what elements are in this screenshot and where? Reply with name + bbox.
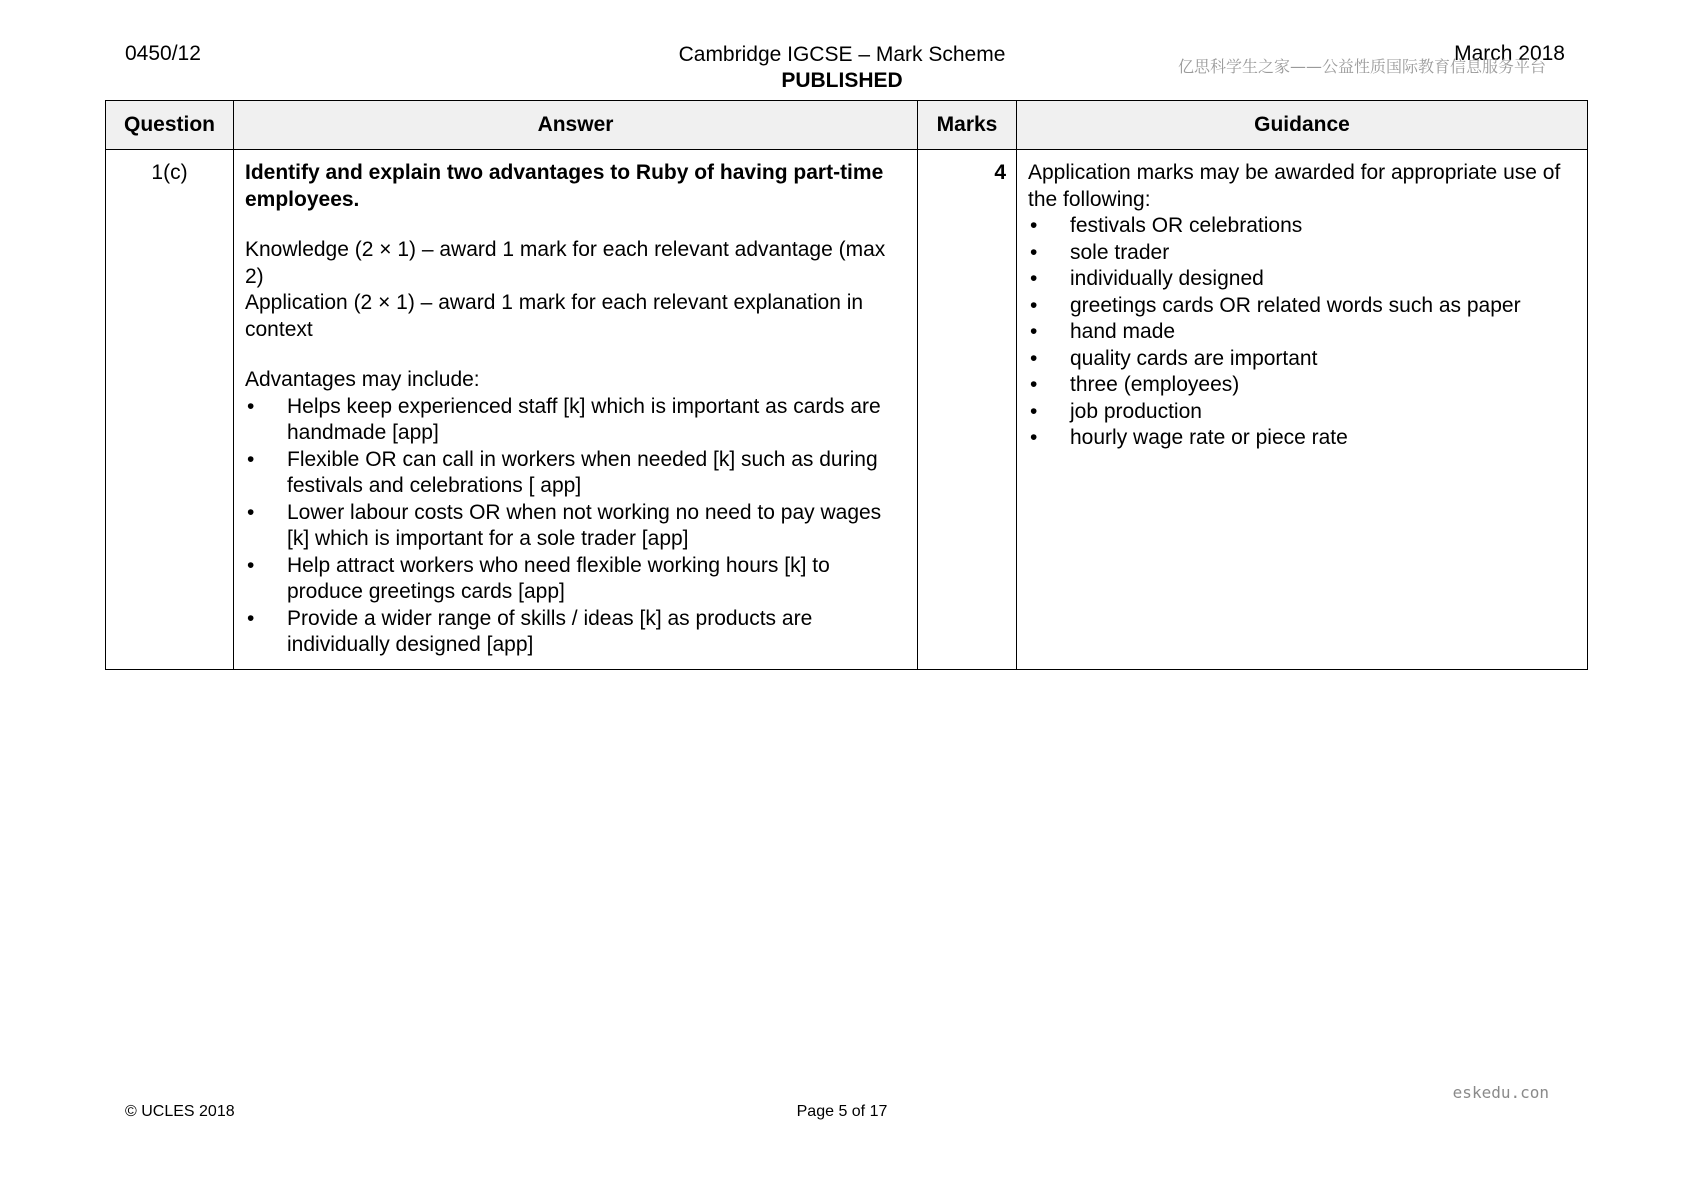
bullet-icon: • [1030,214,1038,237]
list-item [1028,319,1575,346]
column-header-guidance: Guidance [1017,101,1588,150]
column-header-question: Question [106,101,234,150]
list-item [1028,399,1575,426]
bullet-icon: • [1030,373,1038,396]
bullet-icon: • [1030,346,1038,370]
site-watermark: eskedu.con [1452,1083,1549,1102]
list-item [245,394,905,447]
table-header-row [106,101,1588,150]
list-item [1028,293,1575,320]
guidance-text: festivals OR celebrations [1070,214,1303,237]
guidance-cell [1017,150,1588,670]
guidance-intro: Application marks may be awarded for appropriate use of the following: [1028,161,1561,211]
advantage-text: Lower labour costs OR when not working no need to pay wages [k] which is important for a sole trader [app] [287,500,882,550]
bullet-icon: • [1030,240,1038,264]
knowledge-criteria: Knowledge (2 × 1) – award 1 mark for each relevant advantage (max 2) [245,238,886,288]
bullet-icon: • [1030,399,1038,423]
guidance-text: greetings cards OR related words such as paper [1070,293,1521,317]
guidance-text: three (employees) [1070,373,1240,396]
exam-date: March 2018 [1454,42,1565,65]
list-item [1028,372,1575,399]
page-number: Page 5 of 17 [796,1103,888,1120]
answer-cell [234,150,918,670]
advantages-list [245,394,905,659]
advantages-intro: Advantages may include: [245,368,480,391]
guidance-text: individually designed [1070,267,1264,290]
list-item [1028,266,1575,293]
advantage-text: Flexible OR can call in workers when needed [k] such as during festivals and celebrations [ app] [287,447,878,497]
document-header [542,42,1142,94]
list-item [245,553,905,606]
marks-value: 4 [918,150,1017,670]
column-header-answer: Answer [234,101,918,150]
document-title: Cambridge IGCSE – Mark Scheme [678,43,1006,66]
bullet-icon: • [1030,293,1038,317]
list-item [1028,346,1575,373]
question-number: 1(c) [106,150,234,670]
guidance-text: sole trader [1070,240,1170,264]
mark-scheme-table [105,100,1588,670]
bullet-icon: • [247,606,255,630]
bullet-icon: • [247,500,255,524]
bullet-icon: • [247,447,255,471]
copyright: © UCLES 2018 [125,1103,235,1120]
list-item [245,447,905,500]
list-item [1028,213,1575,240]
bullet-icon: • [1030,320,1038,343]
application-criteria: Application (2 × 1) – award 1 mark for each relevant explanation in context [245,291,864,341]
list-item [245,500,905,553]
advantage-text: Help attract workers who need flexible working hours [k] to produce greetings cards [app] [287,553,830,603]
paper-code: 0450/12 [125,42,201,65]
advantage-text: Provide a wider range of skills / ideas [k] as products are individually designed [app] [287,606,813,656]
table-row [106,150,1588,670]
bullet-icon: • [247,394,255,418]
list-item [1028,240,1575,267]
bullet-icon: • [1030,426,1038,449]
column-header-marks: Marks [918,101,1017,150]
guidance-text: hourly wage rate or piece rate [1070,426,1348,449]
guidance-text: hand made [1070,320,1176,343]
watermark-text: 亿思科学生之家——公益性质国际教育信息服务平台 [1178,57,1547,76]
guidance-text: quality cards are important [1070,346,1318,370]
bullet-icon: • [1030,267,1038,290]
list-item [1028,425,1575,452]
advantage-text: Helps keep experienced staff [k] which is important as cards are handmade [app] [287,394,881,444]
guidance-list [1028,213,1575,452]
guidance-text: job production [1070,399,1202,423]
bullet-icon: • [247,553,255,577]
published-label: PUBLISHED [781,69,903,92]
list-item [245,606,905,659]
question-task: Identify and explain two advantages to Ruby of having part-time employees. [245,161,884,211]
